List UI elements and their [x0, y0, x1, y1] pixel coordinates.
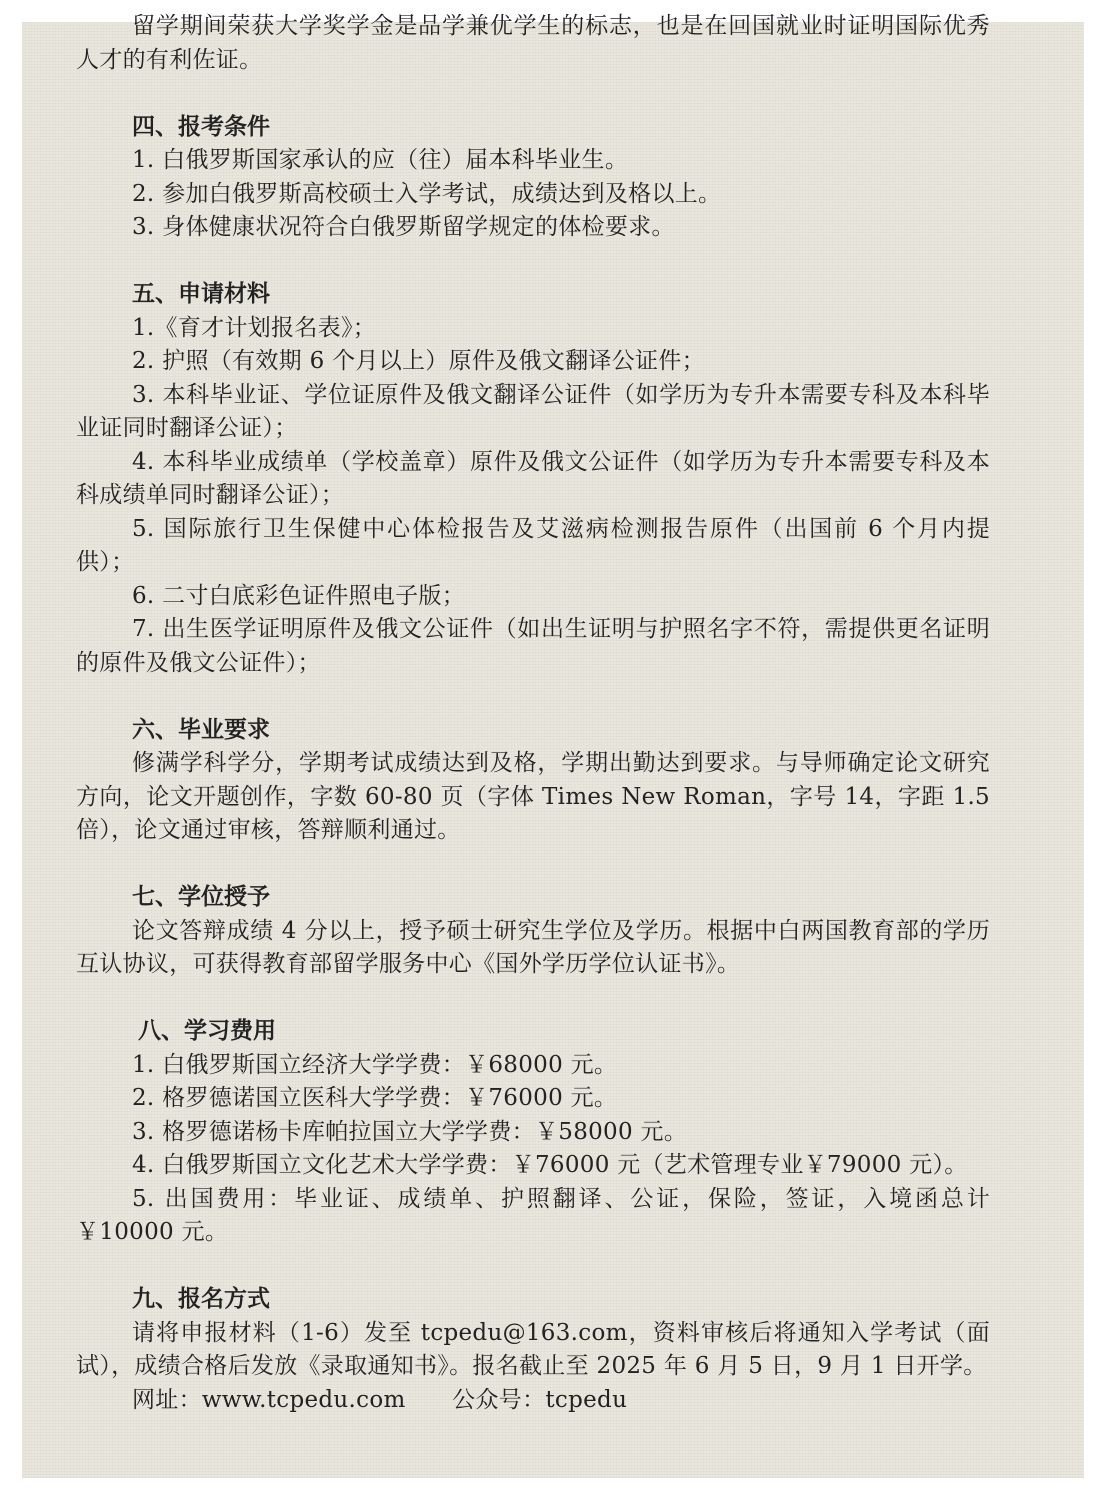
list-item: 1.《育才计划报名表》；: [132, 314, 377, 341]
section-7-text: 论文答辩成绩 4 分以上，授予硕士研究生学位及学历。根据中白两国教育部的学历互认协议，可获得教育部留学服务中心《国外学历学位认证书》。: [76, 917, 990, 977]
document-body: [76, 10, 990, 1417]
list-item: 5. 出国费用：毕业证、成绩单、护照翻译、公证，保险，签证，入境函总计￥10000 元。: [76, 1185, 990, 1245]
list-item: 2. 护照（有效期 6 个月以上）原件及俄文翻译公证件；: [132, 348, 705, 374]
list-item: 1. 白俄罗斯国立经济大学学费：￥68000 元。: [132, 1051, 618, 1078]
list-item: 1. 白俄罗斯国家承认的应（往）届本科毕业生。: [132, 147, 629, 173]
list-item: 3. 身体健康状况符合白俄罗斯留学规定的体检要求。: [132, 214, 675, 240]
section-9-text: 请将申报材料（1-6）发至 tcpedu@163.com，资料审核后将通知入学考试（面试），成绩合格后发放《录取通知书》。报名截止至 2025 年 6 月 5 日，9 月 1 日开学。: [76, 1319, 990, 1379]
list-item: 5. 国际旅行卫生保健中心体检报告及艾滋病检测报告原件（出国前 6 个月内提供）；: [76, 515, 990, 575]
section-8-title: 八、学习费用: [138, 1018, 276, 1044]
section-5-title: 五、申请材料: [132, 281, 270, 307]
list-item: 4. 本科毕业成绩单（学校盖章）原件及俄文公证件（如学历为专升本需要专科及本科成绩单同时翻译公证）；: [76, 448, 990, 508]
section-7-title: 七、学位授予: [132, 884, 270, 910]
section-6-title: 六、毕业要求: [132, 716, 270, 743]
list-item: 6. 二寸白底彩色证件照电子版；: [132, 582, 466, 609]
intro-paragraph: 留学期间荣获大学奖学金是品学兼优学生的标志，也是在回国就业时证明国际优秀人才的有利佐证。: [76, 13, 990, 73]
list-item: 7. 出生医学证明原件及俄文公证件（如出生证明与护照名字不符，需提供更名证明的原件及俄文公证件）；: [76, 616, 990, 676]
list-item: 2. 格罗德诺国立医科大学学费：￥76000 元。: [132, 1085, 618, 1111]
list-item: 3. 格罗德诺杨卡库帕拉国立大学学费：￥58000 元。: [132, 1118, 688, 1145]
list-item: 2. 参加白俄罗斯高校硕士入学考试，成绩达到及格以上。: [132, 180, 722, 207]
section-9-title: 九、报名方式: [132, 1286, 270, 1312]
section-6-text: 修满学科学分，学期考试成绩达到及格，学期出勤达到要求。与导师确定论文研究方向，论文开题创作，字数 60-80 页（字体 Times New Roman，字号 14，字距 1.5 倍），论文通过审核，答辩顺利通过。: [76, 750, 990, 843]
list-item: 4. 白俄罗斯国立文化艺术大学学费：￥76000 元（艺术管理专业￥79000 元）。: [132, 1152, 968, 1178]
list-item: 3. 本科毕业证、学位证原件及俄文翻译公证件（如学历为专升本需要专科及本科毕业证同时翻译公证）；: [76, 381, 990, 441]
section-4-title: 四、报考条件: [132, 113, 270, 140]
contact-line: 网址：www.tcpedu.com 公众号：tcpedu: [132, 1386, 628, 1413]
